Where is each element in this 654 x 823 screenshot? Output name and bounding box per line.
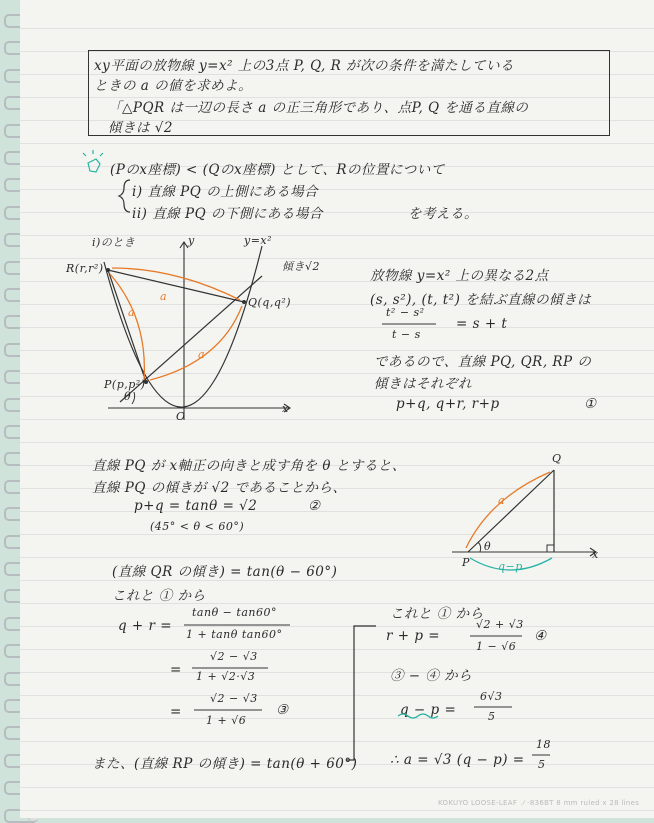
final-den: 5 [538,758,546,771]
qr-f2-den: 1 + √2·√3 [196,670,256,683]
final-answer: ∴ a = √3 (q − p) = [390,752,525,768]
case-label: i)のとき [92,236,136,249]
angle-arc-2 [478,542,481,552]
rp-f1-num: √2 + √3 [476,618,524,631]
qr-f3-den: 1 + √6 [206,714,247,727]
qr-f1-num: tanθ − tan60° [192,606,277,619]
theta-def-line-1: 直線 PQ が x軸正の向きと成す角を θ とすると、 [92,458,406,474]
side-a-label-graph2: a [498,494,506,507]
base-label: q−p [498,560,523,573]
consider-text: を考える。 [408,206,478,222]
point-q-label-2: Q [552,452,562,465]
eq-num-2: ② [308,498,321,514]
slope-note-line-3: であるので、直線 PQ, QR, RP の [374,354,592,370]
x-axis-label: x [282,402,289,415]
slope-note-line-4: 傾きはそれぞれ [374,376,472,392]
diff-f-num: 6√3 [480,690,503,703]
angle-label-2: θ [484,540,492,553]
point-q-label: Q(q,q²) [248,296,292,309]
case-1: i) 直線 PQ の上側にある場合 [132,184,319,200]
point-p-label-2: P [462,556,470,569]
slope-note-line-2: (s, s²), (t, t²) を結ぶ直線の傾きは [370,292,592,308]
rp-slope-equation: また、(直線 RP の傾き) = tan(θ + 60°) [92,756,358,772]
right-angle-mark [547,545,554,552]
qr-eq-sign-2: = [170,704,182,720]
qr-from-text: これと ① から [112,588,206,604]
rp-lhs: r + p = [386,628,441,644]
side-a-label-2: a [128,306,136,319]
qr-lhs: q + r = [118,618,173,634]
qr-eq-sign-1: = [170,662,182,678]
intro-line: (Pのx座標) < (Qのx座標) として、Rの位置について [110,162,445,178]
diff-from-text: ③ − ④ から [390,668,473,684]
slope-frac-den: t − s [392,328,421,341]
eq-num-4: ④ [534,628,547,644]
problem-line-4: 傾きは √2 [108,120,173,136]
final-num: 18 [536,738,551,751]
qr-f3-num: √2 − √3 [210,692,258,705]
qr-f2-num: √2 − √3 [210,650,258,663]
theta-equation: p+q = tanθ = √2 [134,498,258,514]
qr-f1-den: 1 + tanθ tan60° [186,628,283,641]
problem-line-1: xy平面の放物線 y=x² 上の3点 P, Q, R が次の条件を満たしている [94,58,515,74]
slope-note-line-1: 放物線 y=x² 上の異なる2点 [370,268,549,284]
side-a-label-1: a [160,290,168,303]
slope-result: p+q, q+r, r+p [396,396,500,412]
theta-range: (45° < θ < 60°) [150,520,245,533]
hypotenuse-pq [468,470,554,552]
rp-from-text: これと ① から [390,606,484,622]
problem-line-2: ときの a の値を求めよ。 [94,78,253,94]
eq-num-1: ① [584,396,597,412]
side-a-label-3: a [198,348,206,361]
diff-f-den: 5 [488,710,496,723]
rp-f1-den: 1 − √6 [476,640,517,653]
origin-label: O [176,410,186,423]
angle-label: θ [124,390,132,403]
curve-label: y=x² [244,234,273,247]
point-r-label: R(r,r²) [66,262,104,275]
y-axis-label: y [188,234,195,247]
slope-frac-num: t² − s² [386,306,425,319]
footer-brand: KOKUYO LOOSE-LEAF ノ-836BT 8 mm ruled x 28 lines [438,799,640,807]
qr-slope-equation: (直線 QR の傾き) = tan(θ − 60°) [112,564,338,580]
case-2: ii) 直線 PQ の下側にある場合 [132,206,323,222]
point-p-label: P(p,p²) [104,378,146,391]
eq-num-3: ③ [276,702,289,718]
theta-def-line-2: 直線 PQ の傾きが √2 であることから、 [92,480,347,496]
side-a-arc [466,472,550,548]
problem-line-3: 「△PQR は一辺の長さ a の正三角形であり、点P, Q を通る直線の [108,100,529,116]
slope-frac-result: = s + t [456,316,508,332]
x-axis-label-2: x [592,548,599,561]
diff-lhs: q − p = [400,702,457,718]
slope-label: 傾き√2 [282,260,321,273]
